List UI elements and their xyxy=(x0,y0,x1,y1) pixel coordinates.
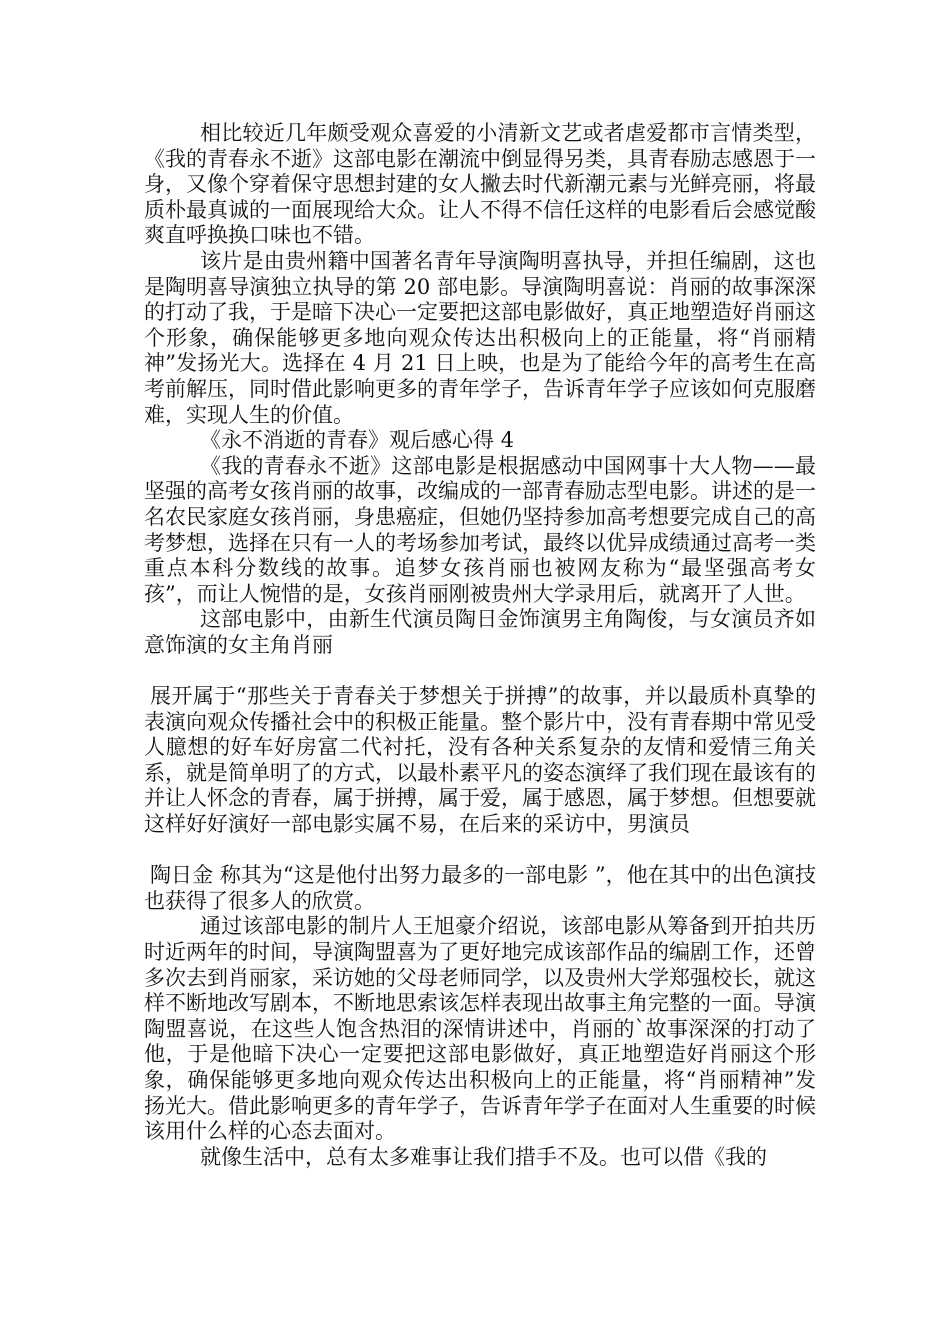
paragraph-cast: 这部电影中，由新生代演员陶日金饰演男主角陶俊，与女演员齐如意饰演的女主角肖丽 xyxy=(144,607,816,657)
paragraph-closing: 就像生活中，总有太多难事让我们措手不及。也可以借《我的 xyxy=(200,1144,767,1169)
blank-line xyxy=(144,838,816,864)
paragraph-story: 《我的青春永不逝》这部电影是根据感动中国网事十大人物——最坚强的高考女孩肖丽的故事，改编成的一部青春励志型电影。讲述的是一名农民家庭女孩肖丽，身患癌症，但她仍坚持参加高考想要完成自己的高考梦想，选择在只有一人的考场参加考试，最终以优异成绩通过高考一类重点本科分数线的故事。追梦女孩肖丽也被网友称为“最坚强高考女孩”，而让人惋惜的是，女孩肖丽刚被贵州大学录用后，就离开了人世。 xyxy=(144,453,816,606)
paragraph-actor-quote: 陶日金 称其为“这是他付出努力最多的一部电影 ”，他在其中的出色演技也获得了很多人的欣赏。 xyxy=(144,863,816,913)
blank-line xyxy=(144,658,816,684)
paragraph-intro: 相比较近几年颇受观众喜爱的小清新文艺或者虐爱都市言情类型，《我的青春永不逝》这部电影在潮流中倒显得另类，具青春励志感恩于一身，又像个穿着保守思想封建的女人撇去时代新潮元素与光鲜亮丽，将最质朴最真诚的一面展现给大众。让人不得不信任这样的电影看后会感觉酸爽直呼换换口味也不错。 xyxy=(144,121,816,248)
section-heading: 《永不消逝的青春》观后感心得 4 xyxy=(200,428,515,453)
document-body xyxy=(144,121,816,1170)
paragraph-youth: 展开属于“那些关于青春关于梦想关于拼搏”的故事，并以最质朴真挚的表演向观众传播社会中的积极正能量。整个影片中，没有青春期中常见受人臆想的好车好房富二代衬托，没有各种关系复杂的友情和爱情三角关系，就是简单明了的方式，以最朴素平凡的姿态演绎了我们现在最该有的并让人怀念的青春，属于拼搏，属于爱，属于感恩，属于梦想。但想要就这样好好演好一部电影实属不易，在后来的采访中，男演员 xyxy=(144,684,816,837)
paragraph-producer: 通过该部电影的制片人王旭豪介绍说，该部电影从筹备到开拍共历时近两年的时间，导演陶盟喜为了更好地完成该部作品的编剧工作，还曾多次去到肖丽家，采访她的父母老师同学，以及贵州大学郑强校长，就这样不断地改写剧本，不断地思索该怎样表现出故事主角完整的一面。导演陶盟喜说，在这些人饱含热泪的深情讲述中，肖丽的`故事深深的打动了他，于是他暗下决心一定要把这部电影做好，真正地塑造好肖丽这个形象，确保能够更多地向观众传达出积极向上的正能量，将“肖丽精神”发扬光大。借此影响更多的青年学子，告诉青年学子在面对人生重要的时候该用什么样的心态去面对。 xyxy=(144,914,816,1144)
paragraph-director: 该片是由贵州籍中国著名青年导演陶明喜执导，并担任编剧，这也是陶明喜导演独立执导的第 20 部电影。导演陶明喜说：肖丽的故事深深的打动了我，于是暗下决心一定要把这部电影做好，真正地塑造好肖丽这个形象，确保能够更多地向观众传达出积极向上的正能量，将“肖丽精神”发扬光大。选择在 4 月 21 日上映，也是为了能给今年的高考生在高考前解压，同时借此影响更多的青年学子，告诉青年学子应该如何克服磨难，实现人生的价值。 xyxy=(144,248,816,427)
